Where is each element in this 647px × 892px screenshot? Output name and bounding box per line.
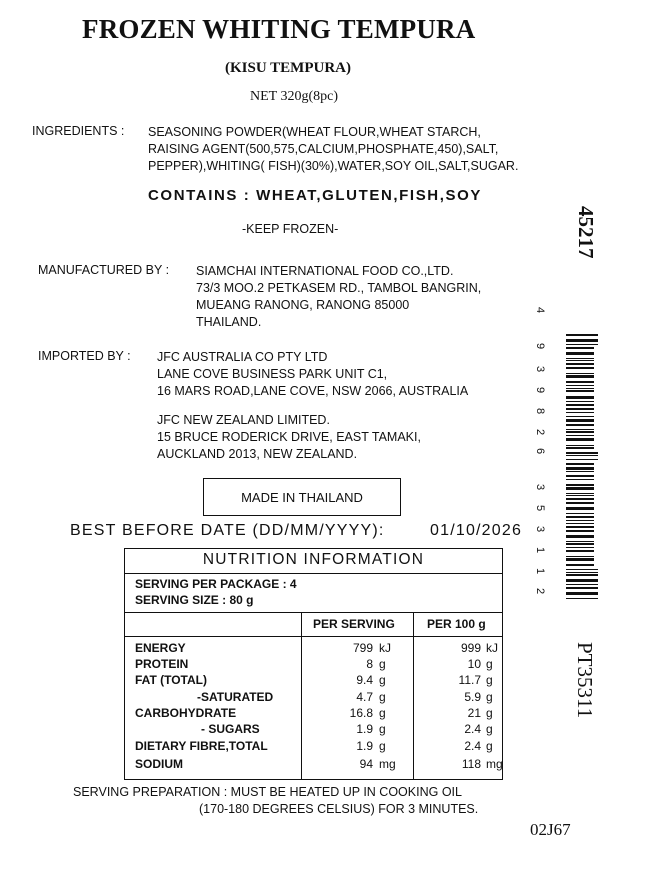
per-100g-value: 10 <box>467 657 481 671</box>
address-line: AUCKLAND 2013, NEW ZEALAND. <box>157 447 358 461</box>
nutrient-name: PROTEIN <box>135 657 189 671</box>
barcode-bar <box>566 429 594 430</box>
barcode-digit: 3 <box>534 366 546 373</box>
barcode-bar <box>566 435 594 436</box>
per-100g-value: 5.9 <box>464 690 481 704</box>
per-100g-unit: g <box>486 657 493 671</box>
per-100g-value: 999 <box>460 641 481 655</box>
per-100g-unit: g <box>486 690 493 704</box>
nutrient-name: -SATURATED <box>197 690 274 704</box>
per-100g-unit: g <box>486 673 493 687</box>
barcode-bar <box>566 495 594 496</box>
barcode-bar <box>566 564 594 566</box>
barcode-bar <box>566 471 594 472</box>
serving-size: SERVING SIZE : 80 g <box>135 593 254 607</box>
barcode-digit: 2 <box>534 588 546 595</box>
serving-per-package: SERVING PER PACKAGE : 4 <box>135 577 297 591</box>
per-100g-value: 118 <box>461 757 481 771</box>
serving-preparation <box>73 784 478 818</box>
barcode-bar <box>566 408 594 410</box>
barcode-bar <box>566 390 594 392</box>
barcode-bar <box>566 358 594 359</box>
per-serving-value: 8 <box>366 657 373 671</box>
barcode-bar <box>566 447 594 449</box>
barcode-bar <box>566 541 594 542</box>
nutrient-name: ENERGY <box>135 641 186 655</box>
barcode-bar <box>566 438 594 441</box>
barcode-bar <box>566 579 598 582</box>
importer-nz-address <box>157 412 421 463</box>
barcode-bar <box>566 493 594 494</box>
barcode-bar <box>566 484 594 486</box>
barcode-bar <box>566 513 594 514</box>
per-100g-unit: g <box>486 722 493 736</box>
per-serving-value: 94 <box>359 757 373 771</box>
per-serving-unit: g <box>379 657 386 671</box>
address-line: 15 BRUCE RODERICK DRIVE, EAST TAMAKI, <box>157 430 421 444</box>
barcode-bar <box>566 339 598 342</box>
address-line: JFC NEW ZEALAND LIMITED. <box>157 413 330 427</box>
product-title: FROZEN WHITING TEMPURA <box>82 14 476 44</box>
best-before-date: 01/10/2026 <box>430 522 523 539</box>
barcode-bar <box>566 375 594 378</box>
barcode-bar <box>566 360 594 361</box>
ingredients-line: PEPPER),WHITING( FISH)(30%),WATER,SOY OIL,SALT,SUGAR. <box>148 159 519 173</box>
net-weight: NET 320g(8pc) <box>250 89 338 104</box>
per-serving-value: 1.9 <box>356 739 373 753</box>
per-100g-value: 11.7 <box>458 673 481 687</box>
side-code-product: PT35311 <box>573 642 597 719</box>
address-line: JFC AUSTRALIA CO PTY LTD <box>157 350 328 364</box>
barcode-digit: 8 <box>534 408 546 415</box>
per-100g-unit: g <box>486 706 493 720</box>
column-per-100g: PER 100 g <box>427 617 486 631</box>
barcode-bar <box>566 445 594 446</box>
divider <box>301 613 302 779</box>
barcode-bar <box>566 452 598 454</box>
barcode-bar <box>566 419 594 422</box>
nutrient-name: FAT (TOTAL) <box>135 673 207 687</box>
barcode-bar <box>566 381 594 383</box>
origin-box <box>203 478 401 516</box>
barcode-bar <box>566 373 594 374</box>
barcode-bar <box>566 556 594 557</box>
barcode-bar <box>566 520 594 521</box>
divider <box>125 612 502 613</box>
barcode-bar <box>566 574 598 576</box>
barcode-bar <box>566 401 594 402</box>
barcode-bar <box>566 459 598 460</box>
per-serving-unit: mg <box>379 757 396 771</box>
per-100g-value: 2.4 <box>464 739 481 753</box>
column-per-serving: PER SERVING <box>313 617 395 631</box>
per-serving-unit: g <box>379 673 386 687</box>
per-serving-value: 1.9 <box>356 722 373 736</box>
preparation-line: SERVING PREPARATION : MUST BE HEATED UP IN COOKING OIL <box>73 785 462 799</box>
nutrient-name: - SUGARS <box>201 722 260 736</box>
manufacturer-label: MANUFACTURED BY : <box>38 263 170 277</box>
barcode-digit: 6 <box>534 448 546 455</box>
per-100g-value: 2.4 <box>464 722 481 736</box>
best-before-label: BEST BEFORE DATE (DD/MM/YYYY): <box>70 522 385 539</box>
manufacturer-address <box>196 263 481 331</box>
per-serving-value: 799 <box>352 641 373 655</box>
barcode-bar <box>566 569 598 570</box>
barcode-bar <box>566 516 594 518</box>
barcode-bar <box>566 385 594 386</box>
nutrient-name: CARBOHYDRATE <box>135 706 237 720</box>
address-line: SIAMCHAI INTERNATIONAL FOOD CO.,LTD. <box>196 264 454 278</box>
per-serving-unit: g <box>379 722 386 736</box>
barcode-bar <box>566 543 594 545</box>
barcode-digit: 3 <box>534 526 546 533</box>
barcode-bar <box>566 598 598 599</box>
barcode-digit: 1 <box>534 568 546 575</box>
barcode-bar <box>566 558 594 561</box>
importer-label: IMPORTED BY : <box>38 349 131 363</box>
per-100g-value: 21 <box>467 706 481 720</box>
barcode-bar <box>566 388 594 389</box>
barcode-bar <box>566 404 594 406</box>
nutrition-title: NUTRITION INFORMATION <box>202 551 425 568</box>
per-serving-unit: g <box>379 706 386 720</box>
barcode-bar <box>566 475 594 477</box>
barcode-bar <box>566 347 594 349</box>
barcode-bar <box>566 507 594 510</box>
barcode-bar <box>566 584 598 585</box>
barcode-bar <box>566 344 598 345</box>
barcode-bar <box>566 467 594 470</box>
barcode-bar <box>566 431 594 433</box>
allergen-statement: CONTAINS : WHEAT,GLUTEN,FISH,SOY <box>148 187 482 204</box>
barcode-bar <box>566 396 594 399</box>
nutrient-name: DIETARY FIBRE,TOTAL <box>135 739 268 753</box>
barcode-digit: 4 <box>534 307 546 314</box>
barcode-digit: 2 <box>534 429 546 436</box>
barcode-bar <box>566 363 594 365</box>
side-code-top: 45217 <box>574 206 598 259</box>
barcode-digit: 9 <box>534 343 546 350</box>
barcode-bar <box>566 416 594 417</box>
barcode-bar <box>566 352 594 355</box>
barcode-bar <box>566 424 594 426</box>
nutrition-panel <box>124 548 503 780</box>
barcode-bar <box>566 535 594 538</box>
divider <box>125 573 502 574</box>
per-serving-value: 16.8 <box>349 706 373 720</box>
barcode-bar <box>566 463 594 465</box>
divider <box>125 636 502 637</box>
lot-code: 02J67 <box>530 820 571 839</box>
address-line: LANE COVE BUSINESS PARK UNIT C1, <box>157 367 388 381</box>
barcode-bar <box>566 455 598 456</box>
barcode-bar <box>566 523 594 524</box>
barcode-bar <box>566 412 594 413</box>
barcode-bar <box>566 530 594 532</box>
address-line: MUEANG RANONG, RANONG 85000 <box>196 298 410 312</box>
barcode-bar <box>566 502 594 504</box>
address-line: 16 MARS ROAD,LANE COVE, NSW 2066, AUSTRALIA <box>157 384 469 398</box>
barcode-bar <box>566 479 594 480</box>
barcode-bar <box>566 367 594 369</box>
per-serving-unit: g <box>379 739 386 753</box>
barcode-bar <box>566 526 594 528</box>
per-serving-unit: kJ <box>379 641 391 655</box>
per-100g-unit: kJ <box>486 641 498 655</box>
origin-text: MADE IN THAILAND <box>241 489 363 505</box>
divider <box>413 613 414 779</box>
ingredients-line: RAISING AGENT(500,575,CALCIUM,PHOSPHATE,450),SALT, <box>148 142 499 156</box>
barcode-bar <box>566 547 594 548</box>
ingredients-line: SEASONING POWDER(WHEAT FLOUR,WHEAT STARCH, <box>148 125 481 139</box>
per-serving-unit: g <box>379 690 386 704</box>
per-serving-value: 9.4 <box>356 673 373 687</box>
importer-au-address <box>157 349 468 400</box>
address-line: 73/3 MOO.2 PETKASEM RD., TAMBOL BANGRIN, <box>196 281 482 295</box>
barcode-bar <box>566 587 598 589</box>
barcode-bar <box>566 498 594 500</box>
barcode-bar <box>566 572 598 573</box>
product-subtitle: (KISU TEMPURA) <box>225 60 351 76</box>
per-100g-unit: g <box>486 739 493 753</box>
barcode-digit: 3 <box>534 484 546 491</box>
barcode-digit: 9 <box>534 387 546 394</box>
barcode-digit: 1 <box>534 547 546 554</box>
ingredients-text <box>148 124 518 175</box>
address-line: THAILAND. <box>196 315 262 329</box>
barcode-bar <box>566 487 594 490</box>
ingredients-label: INGREDIENTS : <box>32 124 125 138</box>
preparation-line: (170-180 DEGREES CELSIUS) FOR 3 MINUTES. <box>199 802 479 816</box>
nutrient-name: SODIUM <box>135 757 183 771</box>
storage-instruction: -KEEP FROZEN- <box>242 222 339 236</box>
per-serving-value: 4.7 <box>356 690 373 704</box>
barcode-bar <box>566 592 598 595</box>
barcode-digit: 5 <box>534 505 546 512</box>
barcode-bar <box>566 550 594 552</box>
barcode-bar <box>566 334 598 336</box>
per-100g-unit: mg <box>486 757 503 771</box>
